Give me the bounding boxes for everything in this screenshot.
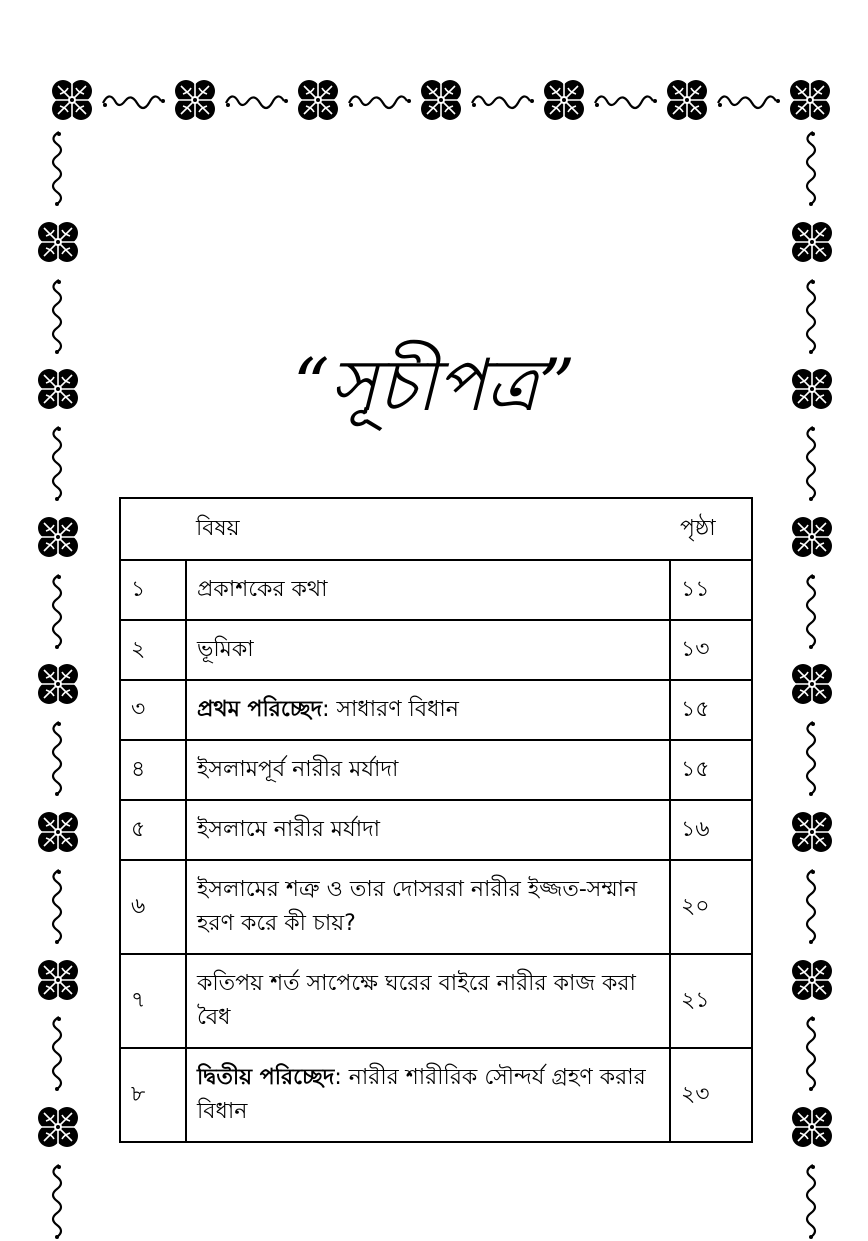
row-subject [186, 740, 670, 800]
row-subject [186, 800, 670, 860]
clover-flower-icon [786, 658, 838, 710]
row-subject [186, 1048, 670, 1142]
swirl-ornament-icon [45, 128, 71, 208]
clover-flower-icon [32, 216, 84, 268]
header-number [120, 498, 186, 560]
swirl-ornament-icon [799, 718, 825, 798]
row-subject-text: ইসলামে নারীর মর্যাদা [197, 817, 381, 842]
row-number: ১ [120, 560, 186, 620]
row-number: ২ [120, 620, 186, 680]
row-subject [186, 620, 670, 680]
table-header-row [120, 498, 752, 560]
clover-flower-icon [661, 74, 713, 126]
swirl-ornament-icon [99, 87, 169, 113]
clover-flower-icon [786, 1101, 838, 1153]
row-page: ১১ [670, 560, 752, 620]
top-border [46, 72, 836, 128]
swirl-ornament-icon [799, 1013, 825, 1093]
swirl-ornament-icon [45, 1013, 71, 1093]
clover-flower-icon [538, 74, 590, 126]
row-number: ৮ [120, 1048, 186, 1142]
swirl-ornament-icon [468, 87, 538, 113]
chapter-heading: প্রথম পরিচ্ছেদ [197, 697, 323, 722]
swirl-ornament-icon [45, 571, 71, 651]
header-subject: বিষয় [186, 498, 670, 560]
row-number: ৬ [120, 860, 186, 954]
table-row [120, 954, 752, 1048]
swirl-ornament-icon [591, 87, 661, 113]
table-row [120, 620, 752, 680]
swirl-ornament-icon [714, 87, 784, 113]
header-page: পৃষ্ঠা [670, 498, 752, 560]
row-subject-text: ভূমিকা [197, 637, 254, 662]
swirl-ornament-icon [345, 87, 415, 113]
row-subject-text: ইসলামপূর্ব নারীর মর্যাদা [197, 757, 399, 782]
table-row [120, 860, 752, 954]
clover-flower-icon [786, 511, 838, 563]
swirl-ornament-icon [222, 87, 292, 113]
row-subject [186, 954, 670, 1048]
clover-flower-icon [415, 74, 467, 126]
swirl-ornament-icon [799, 866, 825, 946]
row-subject-text: প্রকাশকের কথা [197, 577, 328, 602]
row-subject-text: : সাধারণ বিধান [322, 697, 459, 722]
row-subject [186, 680, 670, 740]
clover-flower-icon [46, 74, 98, 126]
clover-flower-icon [784, 74, 836, 126]
table-row [120, 800, 752, 860]
clover-flower-icon [32, 658, 84, 710]
table-row [120, 560, 752, 620]
row-page: ১৬ [670, 800, 752, 860]
clover-flower-icon [32, 806, 84, 858]
swirl-ornament-icon [799, 1161, 825, 1241]
clover-flower-icon [32, 511, 84, 563]
row-page: ২১ [670, 954, 752, 1048]
clover-flower-icon [292, 74, 344, 126]
contents-table [119, 497, 753, 1143]
chapter-heading: দ্বিতীয় পরিচ্ছেদ [197, 1065, 335, 1090]
swirl-ornament-icon [45, 1161, 71, 1241]
row-page: ২৩ [670, 1048, 752, 1142]
row-subject-text: : নারীর শারীরিক সৌন্দর্য গ্রহণ করার বিধান [197, 1065, 646, 1124]
clover-flower-icon [786, 216, 838, 268]
swirl-ornament-icon [799, 571, 825, 651]
row-number: ৩ [120, 680, 186, 740]
clover-flower-icon [169, 74, 221, 126]
swirl-ornament-icon [799, 128, 825, 208]
swirl-ornament-icon [45, 866, 71, 946]
swirl-ornament-icon [45, 718, 71, 798]
clover-flower-icon [786, 806, 838, 858]
clover-flower-icon [786, 954, 838, 1006]
row-subject-text: কতিপয় শর্ত সাপেক্ষে ঘরের বাইরে নারীর কাজ করা বৈধ [197, 971, 636, 1030]
row-page: ২০ [670, 860, 752, 954]
clover-flower-icon [32, 1101, 84, 1153]
row-number: ৫ [120, 800, 186, 860]
table-row [120, 680, 752, 740]
right-border [784, 128, 840, 1241]
row-subject [186, 860, 670, 954]
row-number: ৭ [120, 954, 186, 1048]
row-subject-text: ইসলামের শত্রু ও তার দোসররা নারীর ইজ্জত-সম্মান হরণ করে কী চায়? [197, 877, 638, 936]
clover-flower-icon [32, 954, 84, 1006]
row-page: ১৫ [670, 680, 752, 740]
row-page: ১৫ [670, 740, 752, 800]
row-number: ৪ [120, 740, 186, 800]
table-row [120, 740, 752, 800]
page-title: “সূচীপত্র” [292, 343, 576, 427]
row-page: ১৩ [670, 620, 752, 680]
row-subject [186, 560, 670, 620]
table-row [120, 1048, 752, 1142]
left-border [30, 128, 86, 1241]
